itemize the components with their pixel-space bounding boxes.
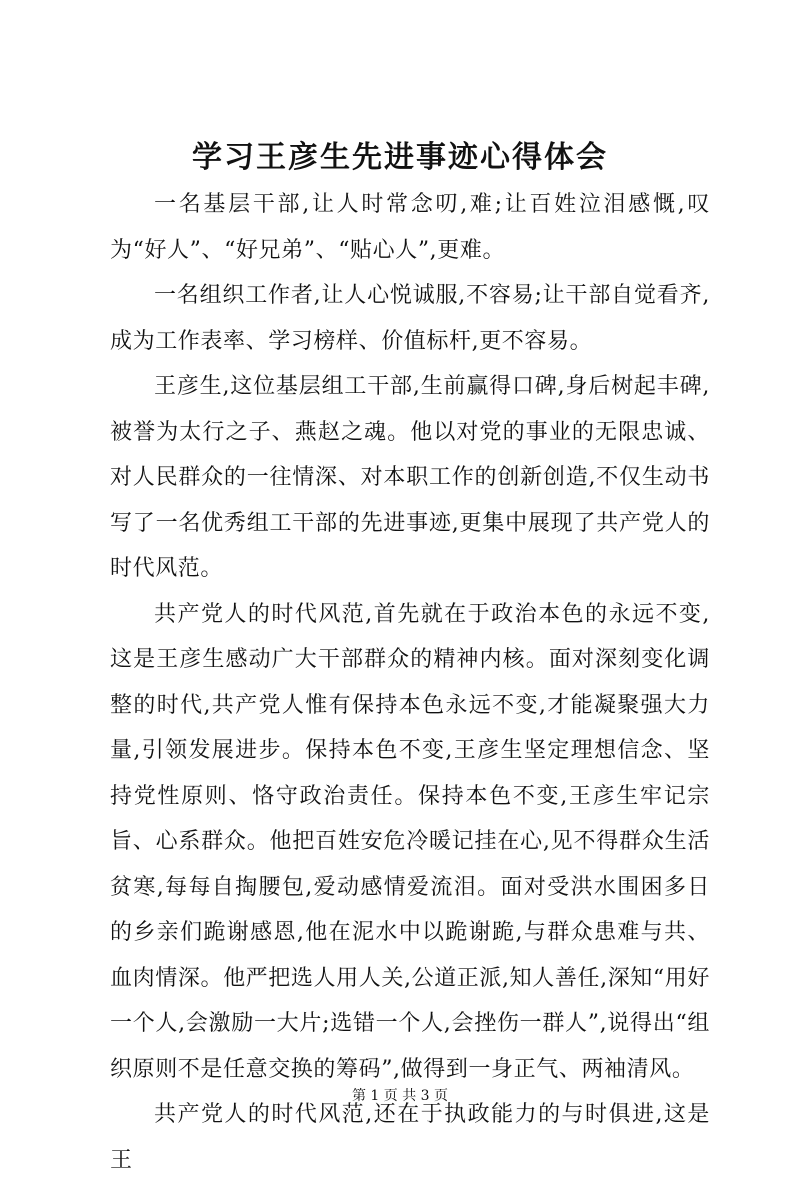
paragraph-5: 共产党人的时代风范,还在于执政能力的与时俱进,这是王 (110, 1102, 710, 1173)
paragraph-4: 共产党人的时代风范,首先就在于政治本色的永远不变,这是王彦生感动广大干部群众的精神内核。面对深刻变化调整的时代,共产党人惟有保持本色永远不变,才能凝聚强大力量,引领发展进步。保持本色不变,王彦生坚定理想信念、坚持党性原则、恪守政治责任。保持本色不变,王彦生牢记宗旨、心系群众。他把百姓安危冷暖记挂在心,见不得群众生活贫寒,每每自掏腰包,爱动感情爱流泪。面对受洪水围困多日的乡亲们跪谢感恩,他在泥水中以跪谢跪,与群众患难与共、血肉情深。他严把选人用人关,公道正派,知人善任,深知“用好一个人,会激励一大片;选错一个人,会挫伤一群人”,说得出“组织原则不是任意交换的筹码”,做得到一身正气、两袖清风。 (110, 601, 710, 1082)
paragraph-1: 一名基层干部,让人时常念叨,难;让百姓泣泪感慨,叹为“好人”、“好兄弟”、“贴心人”,更难。 (110, 192, 710, 263)
page-number-footer: 第 1 页 共 3 页 (351, 1088, 449, 1104)
document-title: 学习王彦生先进事迹心得体会 (192, 140, 608, 175)
paragraph-3: 王彦生,这位基层组工干部,生前赢得口碑,身后树起丰碑,被誉为太行之子、燕赵之魂。他以对党的事业的无限忠诚、对人民群众的一往情深、对本职工作的创新创造,不仅生动书写了一名优秀组工干部的先进事迹,更集中展现了共产党人的时代风范。 (110, 374, 710, 581)
document-body (110, 182, 710, 1183)
paragraph-2: 一名组织工作者,让人心悦诚服,不容易;让干部自觉看齐,成为工作表率、学习榜样、价值标杆,更不容易。 (110, 283, 710, 354)
